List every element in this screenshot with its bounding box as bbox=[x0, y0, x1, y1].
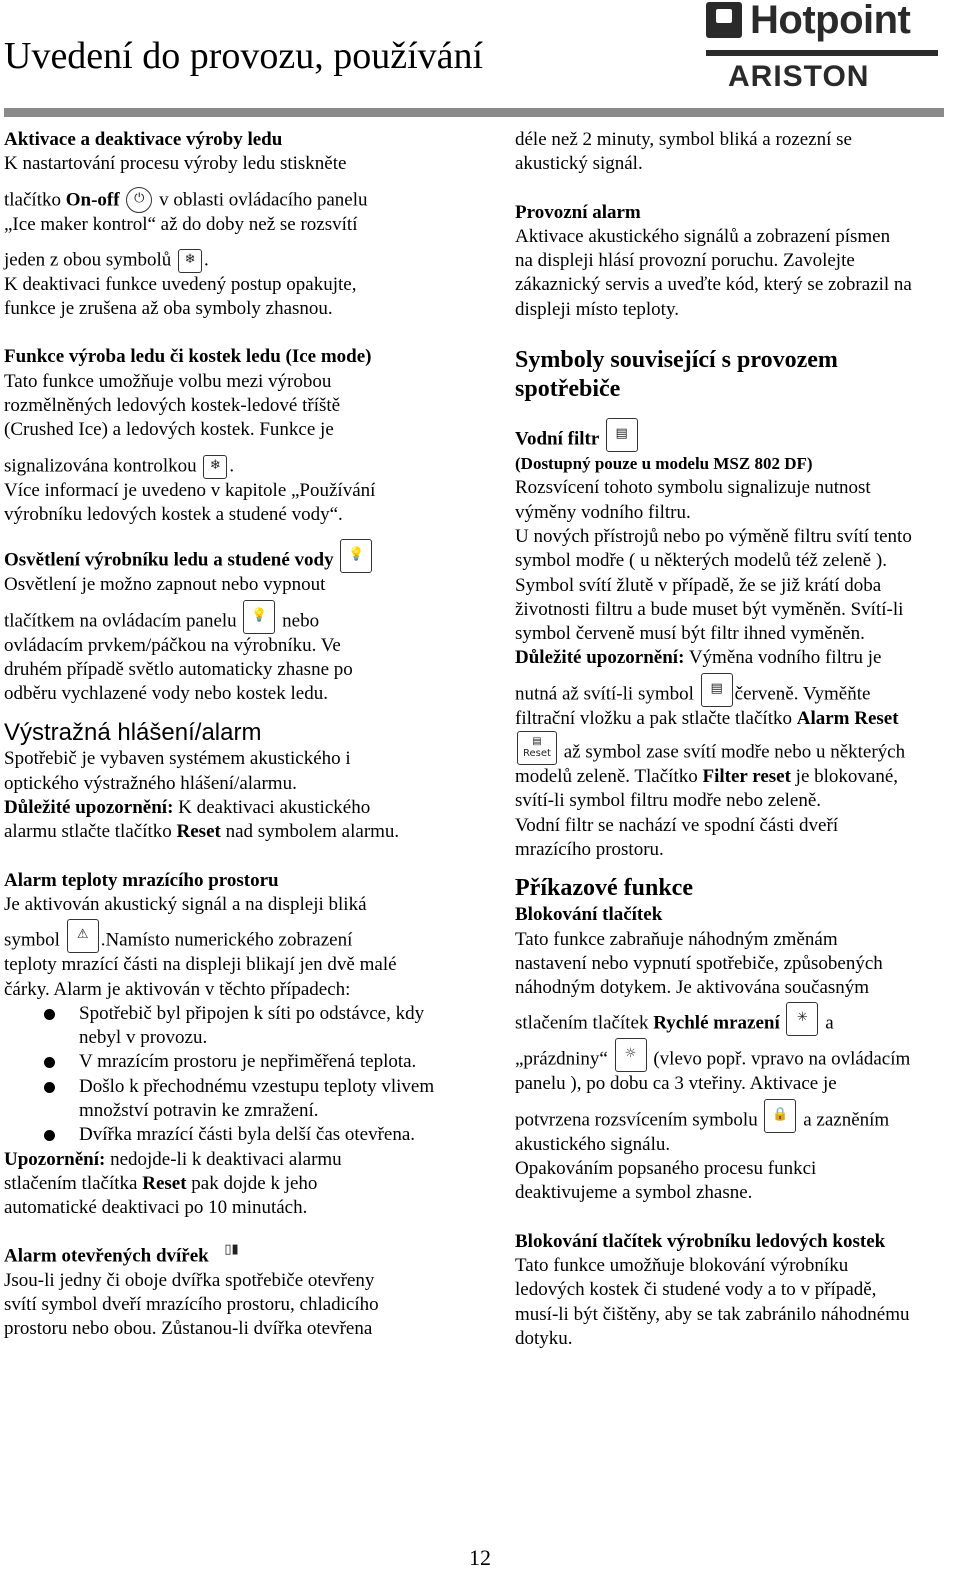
ice-cubes-icon: ❄ bbox=[178, 249, 202, 273]
list-item: Dvířka mrazící části byla delší čas otevřena. bbox=[4, 1123, 454, 1147]
ice-cubes-icon: ❄ bbox=[203, 455, 227, 479]
section-title: Alarm otevřených dvířek ▯▮ bbox=[4, 1233, 454, 1269]
section-heading: Výstražná hlášení/alarm bbox=[4, 719, 262, 747]
text-line: stlačením tlačítek Rychlé mrazení ✳ a bbox=[515, 1000, 960, 1036]
text-line: rozmělněných ledových kostek-ledové tříště bbox=[4, 395, 341, 417]
text-line: Důležité upozornění: Výměna vodního filtru je bbox=[515, 647, 882, 669]
text-line: Symbol svítí žlutě v případě, že se již krátí doba bbox=[515, 574, 882, 596]
text-line: signalizována kontrolkou ❄ . bbox=[4, 443, 454, 479]
section-title: Funkce výroba ledu či kostek ledu (Ice mode) bbox=[4, 346, 372, 368]
text-line: musí-li být čištěny, aby se tak zabránilo náhodnému bbox=[515, 1303, 910, 1325]
hotpoint-logo-icon bbox=[706, 2, 742, 38]
text-line: Jsou-li jedny či oboje dvířka spotřebiče otevřeny bbox=[4, 1269, 375, 1291]
text-line: Tato funkce umožňuje blokování výrobníku bbox=[515, 1254, 849, 1276]
left-column bbox=[4, 128, 454, 1341]
filter-reset-icon: ▤ Reset bbox=[517, 731, 557, 765]
brand-bottom: ARISTON bbox=[728, 60, 870, 93]
list-item: Spotřebič byl připojen k síti po odstávce, kdy nebyl v provozu. bbox=[4, 1002, 454, 1051]
lock-icon: 🔒 bbox=[764, 1099, 796, 1133]
text-line: výměny vodního filtru. bbox=[515, 501, 691, 523]
text-line: akustického signálu. bbox=[515, 1133, 671, 1155]
text-line: funkce je zrušena až oba symboly zhasnou. bbox=[4, 298, 333, 320]
text-line: Rozsvícení tohoto symbolu signalizuje nutnost bbox=[515, 477, 871, 499]
text-line: symbol modře ( u některých modelů též zeleně ). bbox=[515, 550, 887, 572]
text-line: K deaktivaci funkce uvedený postup opakujte, bbox=[4, 273, 357, 295]
text-line: ledových kostek či studené vody a to v případě, bbox=[515, 1279, 877, 1301]
text-line: Upozornění: nedojde-li k deaktivaci alarmu bbox=[4, 1148, 342, 1170]
text-line: Důležité upozornění: K deaktivaci akustického bbox=[4, 797, 371, 819]
section-heading: spotřebiče bbox=[515, 376, 621, 403]
text-line: mrazícího prostoru. bbox=[515, 838, 664, 860]
text-line: U nových přístrojů nebo po výměně filtru svítí tento bbox=[515, 525, 912, 547]
text-line: modelů zeleně. Tlačítko Filter reset je blokované, bbox=[515, 766, 899, 788]
text-line: Více informací je uvedeno v kapitole „Používání bbox=[4, 479, 376, 501]
text-line: „Ice maker kontrol“ až do doby než se rozsvítí bbox=[4, 213, 358, 235]
text-line: druhém případě světlo automaticky zhasne po bbox=[4, 658, 353, 680]
text-line: akustický signál. bbox=[515, 153, 643, 175]
text-line: „prázdniny“ ☼ (vlevo popř. vpravo na ovládacím bbox=[515, 1036, 960, 1072]
text-line: prostoru nebo obou. Zůstanou-li dvířka otevřena bbox=[4, 1318, 373, 1340]
text-line: symbol ⚠ .Namísto numerického zobrazení bbox=[4, 917, 454, 953]
text-line: potvrzena rozsvícením symbolu 🔒 a zazněním bbox=[515, 1097, 960, 1133]
header-rule bbox=[4, 108, 944, 117]
text-line: Tato funkce zabraňuje náhodným změnám bbox=[515, 928, 838, 950]
section-title: Blokování tlačítek bbox=[515, 904, 663, 926]
text-line: Tato funkce umožňuje volbu mezi výrobou bbox=[4, 370, 332, 392]
power-icon: ⏻ bbox=[126, 187, 152, 213]
text-line: nastavení nebo vypnutí spotřebiče, způsobených bbox=[515, 952, 883, 974]
text-line: na displeji hlásí provozní poruchu. Zavolejte bbox=[515, 250, 855, 272]
text-line: K nastartování procesu výroby ledu stiskněte bbox=[4, 153, 347, 175]
text-line: nutná až svítí-li symbol ▤ červeně. Vyměňte bbox=[515, 671, 960, 707]
section-heading: Symboly související s provozem bbox=[515, 347, 838, 374]
water-filter-icon: ▤ bbox=[606, 418, 638, 452]
text-line: čárky. Alarm je aktivován v těchto případech: bbox=[4, 978, 351, 1000]
water-filter-icon: ▤ bbox=[701, 673, 733, 707]
text-line: optického výstražného hlášení/alarmu. bbox=[4, 772, 297, 794]
text-line: ovládacím prvkem/páčkou na výrobníku. Ve bbox=[4, 634, 341, 656]
text-line: svítí-li symbol filtru modře nebo zeleně. bbox=[515, 790, 822, 812]
right-column bbox=[515, 128, 960, 1351]
page-title: Uvedení do provozu, používání bbox=[4, 35, 484, 77]
text-line: Osvětlení je možno zapnout nebo vypnout bbox=[4, 574, 326, 596]
text-line: déle než 2 minuty, symbol bliká a rozezní se bbox=[515, 129, 852, 150]
text-line: alarmu stlačte tlačítko Reset nad symbolem alarmu. bbox=[4, 821, 400, 843]
section-title: Alarm teploty mrazícího prostoru bbox=[4, 869, 279, 891]
text-line: Opakováním popsaného procesu funkci bbox=[515, 1158, 817, 1180]
text-line: Je aktivován akustický signál a na displeji bliká bbox=[4, 893, 367, 915]
logo-bar bbox=[706, 50, 938, 56]
text-line: životnosti filtru a bude muset být vyměněn. Svítí-li bbox=[515, 598, 904, 620]
text-line: dotyku. bbox=[515, 1327, 573, 1349]
text-line: Vodní filtr se nachází ve spodní části dveří bbox=[515, 814, 839, 836]
text-line: deaktivujeme a symbol zhasne. bbox=[515, 1182, 753, 1204]
text-line: svítí symbol dveří mrazícího prostoru, chladicího bbox=[4, 1293, 379, 1315]
text-line: teploty mrazící části na displeji blikají jen dvě malé bbox=[4, 954, 397, 976]
section-heading: Příkazové funkce bbox=[515, 875, 693, 902]
door-open-icon: ▯▮ bbox=[224, 1241, 239, 1257]
text-line: automatické deaktivaci po 10 minutách. bbox=[4, 1197, 308, 1219]
list-item: Došlo k přechodnému vzestupu teploty vlivem množství potravin ke zmražení. bbox=[4, 1075, 454, 1124]
bullet-list bbox=[4, 1002, 454, 1148]
page-number: 12 bbox=[469, 1545, 491, 1570]
section-title: Osvětlení výrobníku ledu a studené vody 💡 bbox=[4, 539, 454, 573]
text-line: odběru vychlazené vody nebo kostek ledu. bbox=[4, 683, 328, 705]
text-line: jeden z obou symbolů ❄ . bbox=[4, 237, 454, 273]
text-line: náhodným dotykem. Je aktivována současným bbox=[515, 977, 870, 999]
list-item: V mrazícím prostoru je nepřiměřená teplota. bbox=[4, 1050, 454, 1074]
section-title: Vodní filtr ▤ bbox=[515, 416, 960, 452]
text-line: ▤ Reset až symbol zase svítí modře nebo u některých bbox=[515, 731, 960, 765]
text-line: zákaznický servis a uveďte kód, který se zobrazil na bbox=[515, 274, 912, 296]
brand-logo bbox=[700, 0, 945, 95]
text-line: Aktivace akustického signálů a zobrazení písmen bbox=[515, 225, 891, 247]
text-line: displeji místo teploty. bbox=[515, 298, 679, 320]
fast-freeze-icon: ✳ bbox=[786, 1002, 818, 1036]
text-line: (Crushed Ice) a ledových kostek. Funkce je bbox=[4, 419, 334, 441]
section-title: Blokování tlačítek výrobníku ledových kostek bbox=[515, 1230, 886, 1252]
section-title: Aktivace a deaktivace výroby ledu bbox=[4, 129, 283, 150]
text-line: Spotřebič je vybaven systémem akustického i bbox=[4, 748, 351, 770]
light-bulb-icon: 💡 bbox=[340, 539, 372, 573]
light-bulb-icon: 💡 bbox=[243, 600, 275, 634]
text-line: výrobníku ledových kostek a studené vody“. bbox=[4, 503, 343, 525]
alarm-triangle-icon: ⚠ bbox=[67, 919, 99, 953]
text-line: (Dostupný pouze u modelu MSZ 802 DF) bbox=[515, 454, 813, 474]
text-line: tlačítkem na ovládacím panelu 💡 nebo bbox=[4, 598, 454, 634]
text-line: filtrační vložku a pak stlačte tlačítko Alarm Reset bbox=[515, 707, 899, 729]
text-line: symbol červeně musí být filtr ihned vyměněn. bbox=[515, 623, 865, 645]
text-line: stlačením tlačítka Reset pak dojde k jeho bbox=[4, 1172, 318, 1194]
text-line: panelu ), po dobu ca 3 vteřiny. Aktivace je bbox=[515, 1073, 837, 1095]
brand-top: Hotpoint bbox=[750, 0, 911, 42]
text-line: tlačítko On-off ⏻ v oblasti ovládacího panelu bbox=[4, 177, 454, 213]
holiday-icon: ☼ bbox=[615, 1038, 647, 1072]
section-title: Provozní alarm bbox=[515, 201, 641, 223]
